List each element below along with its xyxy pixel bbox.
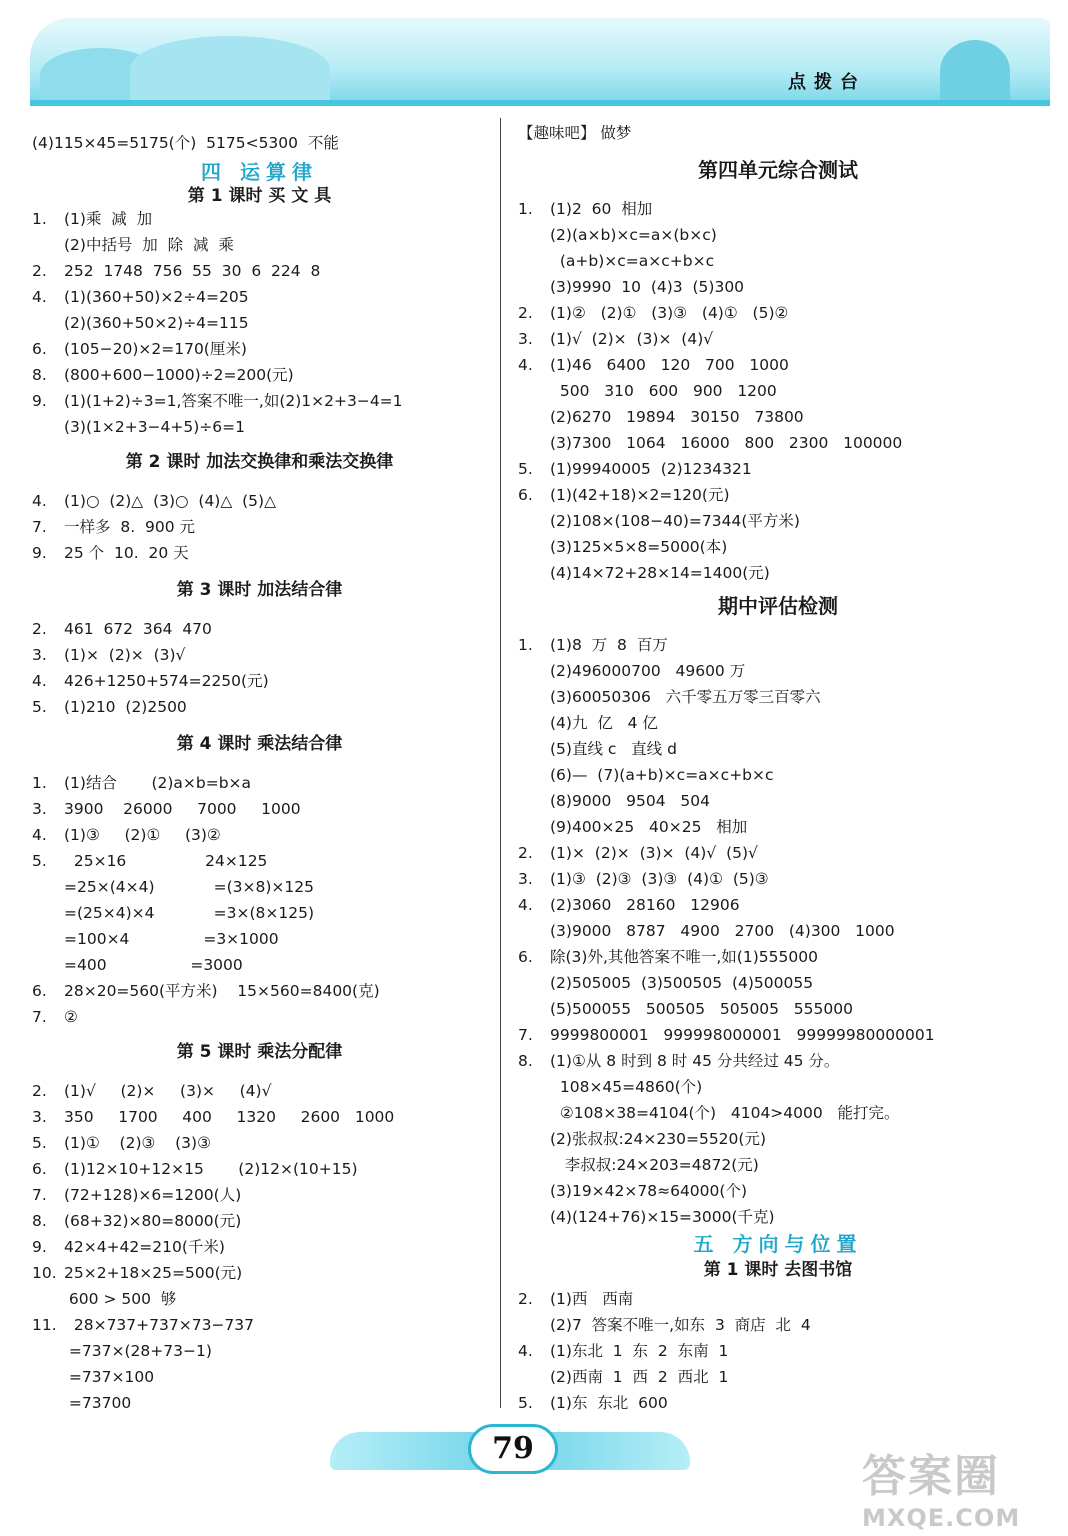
question-number: 4. <box>32 826 47 844</box>
answer-line <box>518 484 730 506</box>
answer-line <box>32 490 276 512</box>
answer-text: 461 672 364 470 <box>64 620 212 638</box>
question-number: 4. <box>518 1342 533 1360</box>
answer-line <box>550 920 895 942</box>
answer-line <box>550 1154 759 1176</box>
question-number: 3. <box>32 646 47 664</box>
answer-line <box>550 816 747 838</box>
question-number: 2. <box>518 304 533 322</box>
question-number: 7. <box>32 518 47 536</box>
answer-text: =73700 <box>64 1394 132 1412</box>
question-number: 5. <box>32 1134 47 1152</box>
answer-line <box>518 1050 839 1072</box>
question-number: 6. <box>518 486 533 504</box>
answer-text: (2)3060 28160 12906 <box>550 896 740 914</box>
question-number: 3. <box>32 800 47 818</box>
answer-line <box>32 1158 358 1180</box>
question-number: 5. <box>32 852 47 870</box>
answer-line <box>550 1314 811 1336</box>
lesson-heading: 第 1 课时 去图书馆 <box>703 1260 853 1280</box>
answer-text: (1)√ (2)× (3)× (4)√ <box>550 330 714 348</box>
lesson-heading: 第 4 课时 乘法结合律 <box>176 734 343 754</box>
question-number: 4. <box>32 288 47 306</box>
answer-text: =737×100 <box>64 1368 155 1386</box>
answer-line <box>518 894 740 916</box>
answer-text: 9999800001 999998000001 99999980000001 <box>550 1026 935 1044</box>
answer-text: 25×2+18×25=500(元) <box>64 1264 243 1282</box>
question-number: 9. <box>32 1238 47 1256</box>
answer-text: (6)— (7)(a+b)×c=a×c+b×c <box>550 766 774 784</box>
answer-line <box>518 122 631 144</box>
answer-text: (5)500055 500505 505005 555000 <box>550 1000 853 1018</box>
answer-text: (8)9000 9504 504 <box>550 792 710 810</box>
answer-line <box>550 972 813 994</box>
question-number: 4. <box>32 492 47 510</box>
page-number: 79 <box>468 1424 558 1474</box>
answer-line <box>550 250 714 272</box>
answer-text: 42×4+42=210(千米) <box>64 1238 225 1256</box>
answer-line <box>550 712 658 734</box>
answer-line <box>32 1210 241 1232</box>
answer-line <box>550 1180 747 1202</box>
answer-text: (1)① (2)③ (3)③ <box>64 1134 211 1152</box>
answer-line <box>32 850 267 872</box>
answer-line <box>550 276 744 298</box>
answer-line <box>64 416 245 438</box>
answer-line <box>550 1102 900 1124</box>
answer-text: (4)14×72+28×14=1400(元) <box>550 564 770 582</box>
question-number: 3. <box>518 330 533 348</box>
page-header <box>0 0 1068 112</box>
question-number: 10. <box>32 1264 57 1282</box>
answer-text: (2)(360+50×2)÷4=115 <box>64 314 249 332</box>
answer-line <box>64 234 234 256</box>
answer-text: (1)12×10+12×15 (2)12×(10+15) <box>64 1160 358 1178</box>
answer-line <box>32 798 301 820</box>
answer-line <box>32 260 320 282</box>
answer-text: (1)46 6400 120 700 1000 <box>550 356 789 374</box>
section-heading: 四 运算律 <box>201 160 318 184</box>
question-number: 1. <box>518 636 533 654</box>
answer-text: 600 > 500 够 <box>64 1290 177 1308</box>
question-number: 1. <box>32 774 47 792</box>
watermark <box>862 1440 1062 1530</box>
answer-text: 426+1250+574=2250(元) <box>64 672 269 690</box>
answer-line <box>550 1128 766 1150</box>
answer-line <box>64 954 243 976</box>
answer-text: 除(3)外,其他答案不唯一,如(1)555000 <box>550 948 818 966</box>
answer-line <box>32 1184 241 1206</box>
answer-text: (4)(124+76)×15=3000(千克) <box>550 1208 775 1226</box>
answer-text: 一样多 8. 900 元 <box>64 518 196 536</box>
answer-text: (72+128)×6=1200(人) <box>64 1186 242 1204</box>
answer-text: (1)2 60 相加 <box>550 200 653 218</box>
answer-text: =737×(28+73−1) <box>64 1342 212 1360</box>
answer-line <box>64 1340 212 1362</box>
answer-line <box>64 1392 131 1414</box>
answer-text: (1)西 西南 <box>550 1290 634 1308</box>
answer-text: (1)× (2)× (3)× (4)√ (5)√ <box>550 844 758 862</box>
lesson-heading: 第 5 课时 乘法分配律 <box>176 1042 343 1062</box>
answer-line <box>32 1006 78 1028</box>
answer-text: ② <box>64 1008 78 1026</box>
answer-line <box>64 312 249 334</box>
question-number: 5. <box>518 1394 533 1412</box>
answer-text: (105−20)×2=170(厘米) <box>64 340 247 358</box>
question-number: 2. <box>32 1082 47 1100</box>
answer-line <box>550 224 717 246</box>
question-number: 4. <box>32 672 47 690</box>
question-number: 2. <box>32 262 47 280</box>
answer-text: (1)(42+18)×2=120(元) <box>550 486 730 504</box>
answer-text: (1)√ (2)× (3)× (4)√ <box>64 1082 272 1100</box>
answer-line <box>550 790 710 812</box>
answer-text: =400 =3000 <box>64 956 243 974</box>
section-heading: 第四单元综合测试 <box>698 158 858 182</box>
answer-line <box>550 432 902 454</box>
answer-text: (1)③ (2)① (3)② <box>64 826 221 844</box>
answer-text: 【趣味吧】 做梦 <box>518 124 632 142</box>
answer-text: (3)19×42×78≈64000(个) <box>550 1182 747 1200</box>
question-number: 3. <box>32 1108 47 1126</box>
answer-text: (9)400×25 40×25 相加 <box>550 818 748 836</box>
answer-line <box>32 772 251 794</box>
answer-text: (1)99940005 (2)1234321 <box>550 460 752 478</box>
section-heading: 五 方向与位置 <box>693 1232 863 1256</box>
answer-line <box>32 364 294 386</box>
question-number: 4. <box>518 896 533 914</box>
question-number: 1. <box>518 200 533 218</box>
answer-line <box>518 198 652 220</box>
answer-line <box>32 824 221 846</box>
answer-line <box>32 1236 225 1258</box>
answer-line <box>550 562 770 584</box>
answer-line <box>32 286 249 308</box>
answer-text: (2)496000700 49600 万 <box>550 662 746 680</box>
answer-text: (3)9000 8787 4900 2700 (4)300 1000 <box>550 922 895 940</box>
question-number: 5. <box>518 460 533 478</box>
lesson-heading: 第 3 课时 加法结合律 <box>176 580 343 600</box>
answer-line <box>32 208 152 230</box>
section-heading: 期中评估检测 <box>718 594 838 618</box>
answer-line <box>64 1366 154 1388</box>
answer-text: 108×45=4860(个) <box>550 1078 703 1096</box>
answer-text: ②108×38=4104(个) 4104>4000 能打完。 <box>550 1104 900 1122</box>
answer-line <box>32 696 187 718</box>
answer-line <box>32 980 380 1002</box>
answer-line <box>518 634 668 656</box>
answer-line <box>32 516 195 538</box>
answer-line <box>32 1262 242 1284</box>
answer-line <box>518 1024 935 1046</box>
answer-text: 25 个 10. 20 天 <box>64 544 189 562</box>
answer-text: (1)② (2)① (3)③ (4)① (5)② <box>550 304 789 322</box>
answer-line <box>550 1206 775 1228</box>
lesson-heading: 第 1 课时 买 文 具 <box>187 186 332 206</box>
answer-text: (1)结合 (2)a×b=b×a <box>64 774 252 792</box>
answer-text: 28×737+737×73−737 <box>64 1316 255 1334</box>
answer-text: (2)(a×b)×c=a×(b×c) <box>550 226 717 244</box>
answer-line <box>550 998 853 1020</box>
question-number: 7. <box>518 1026 533 1044</box>
question-number: 7. <box>32 1008 47 1026</box>
answer-line <box>518 946 818 968</box>
question-number: 8. <box>518 1052 533 1070</box>
answer-text: (3)125×5×8=5000(本) <box>550 538 728 556</box>
answer-line <box>32 644 185 666</box>
answer-line <box>550 660 745 682</box>
question-number: 3. <box>518 870 533 888</box>
answer-line <box>550 686 821 708</box>
answer-text: (1)(1+2)÷3=1,答案不唯一,如(2)1×2+3−4=1 <box>64 392 403 410</box>
answer-line <box>64 1288 176 1310</box>
answer-text: (1)乘 减 加 <box>64 210 153 228</box>
answer-text: (1)①从 8 时到 8 时 45 分共经过 45 分。 <box>550 1052 840 1070</box>
answer-text: (1)210 (2)2500 <box>64 698 187 716</box>
question-number: 6. <box>32 340 47 358</box>
answer-text: (68+32)×80=8000(元) <box>64 1212 242 1230</box>
answer-text: (2)7 答案不唯一,如东 3 商店 北 4 <box>550 1316 811 1334</box>
question-number: 2. <box>32 620 47 638</box>
answer-line <box>32 1314 254 1336</box>
answer-line <box>550 738 677 760</box>
answer-text: (3)9990 10 (4)3 (5)300 <box>550 278 745 296</box>
answer-text: (1)东 东北 600 <box>550 1394 668 1412</box>
answer-text: =100×4 =3×1000 <box>64 930 279 948</box>
answer-line <box>518 458 752 480</box>
answer-line <box>550 510 800 532</box>
answer-text: 28×20=560(平方米) 15×560=8400(克) <box>64 982 380 1000</box>
question-number: 1. <box>32 210 47 228</box>
answer-line <box>32 1080 271 1102</box>
answer-text: =(25×4)×4 =3×(8×125) <box>64 904 314 922</box>
answer-text: 350 1700 400 1320 2600 1000 <box>64 1108 395 1126</box>
answer-text: =25×(4×4) =(3×8)×125 <box>64 878 314 896</box>
answer-text: 25×16 24×125 <box>64 852 268 870</box>
hill-decoration <box>130 36 330 102</box>
answer-line <box>518 1288 633 1310</box>
answer-line <box>550 406 804 428</box>
answer-line <box>518 842 758 864</box>
answer-text: (4)九 亿 4 亿 <box>550 714 658 732</box>
answer-text: (1)③ (2)③ (3)③ (4)① (5)③ <box>550 870 769 888</box>
answer-line <box>32 338 247 360</box>
question-number: 11. <box>32 1316 57 1334</box>
answer-line <box>32 670 269 692</box>
page-footer <box>330 1410 690 1480</box>
answer-line <box>550 1366 728 1388</box>
answer-text: (4)115×45=5175(个) 5175<5300 不能 <box>32 134 339 152</box>
answer-line <box>64 876 314 898</box>
answer-line <box>550 536 727 558</box>
answer-line <box>518 868 769 890</box>
answer-line <box>32 390 403 412</box>
answer-line <box>518 1340 728 1362</box>
question-number: 6. <box>32 982 47 1000</box>
watermark-logo-text: 答案圈 <box>862 1451 1000 1502</box>
question-number: 6. <box>518 948 533 966</box>
question-number: 2. <box>518 1290 533 1308</box>
answer-text: (5)直线 c 直线 d <box>550 740 677 758</box>
answer-line <box>518 328 713 350</box>
answer-text: (2)中括号 加 除 减 乘 <box>64 236 234 254</box>
header-title: 点拨台 <box>788 72 866 93</box>
question-number: 5. <box>32 698 47 716</box>
answer-text: 3900 26000 7000 1000 <box>64 800 301 818</box>
question-number: 8. <box>32 366 47 384</box>
answer-text: (1)8 万 8 百万 <box>550 636 668 654</box>
answer-text: (1)○ (2)△ (3)○ (4)△ (5)△ <box>64 492 277 510</box>
answer-line <box>550 1076 702 1098</box>
answer-text: (2)张叔叔:24×230=5520(元) <box>550 1130 767 1148</box>
tree-decoration <box>940 40 1010 102</box>
answer-line <box>64 902 314 924</box>
answer-text: 500 310 600 900 1200 <box>550 382 777 400</box>
question-number: 9. <box>32 544 47 562</box>
answer-text: (2)505005 (3)500505 (4)500055 <box>550 974 814 992</box>
answer-line <box>32 132 339 154</box>
answer-line <box>32 618 212 640</box>
question-number: 2. <box>518 844 533 862</box>
answer-text: (3)7300 1064 16000 800 2300 100000 <box>550 434 903 452</box>
answer-text: (2)西南 1 西 2 西北 1 <box>550 1368 729 1386</box>
answer-line <box>32 542 189 564</box>
answer-line <box>550 380 777 402</box>
answer-line <box>518 354 789 376</box>
answer-line <box>550 764 774 786</box>
watermark-url: MXQE.COM <box>862 1504 1021 1532</box>
question-number: 6. <box>32 1160 47 1178</box>
answer-text: (2)6270 19894 30150 73800 <box>550 408 804 426</box>
answer-text: (1)(360+50)×2÷4=205 <box>64 288 249 306</box>
answer-text: 252 1748 756 55 30 6 224 8 <box>64 262 321 280</box>
answer-text: (a+b)×c=a×c+b×c <box>550 252 715 270</box>
answer-text: (800+600−1000)÷2=200(元) <box>64 366 294 384</box>
answer-text: (1)× (2)× (3)√ <box>64 646 186 664</box>
answer-line <box>32 1132 211 1154</box>
answer-line <box>64 928 279 950</box>
lesson-heading: 第 2 课时 加法交换律和乘法交换律 <box>125 452 394 472</box>
answer-text: (2)108×(108−40)=7344(平方米) <box>550 512 800 530</box>
answer-text: (3)60050306 六千零五万零三百零六 <box>550 688 821 706</box>
question-number: 8. <box>32 1212 47 1230</box>
question-number: 9. <box>32 392 47 410</box>
answer-text: 李叔叔:24×203=4872(元) <box>550 1156 759 1174</box>
answer-line <box>32 1106 394 1128</box>
answer-line <box>518 302 788 324</box>
column-divider <box>500 118 501 1408</box>
answer-text: (3)(1×2+3−4+5)÷6=1 <box>64 418 246 436</box>
question-number: 7. <box>32 1186 47 1204</box>
answer-text: (1)东北 1 东 2 东南 1 <box>550 1342 729 1360</box>
header-rule <box>30 100 1050 106</box>
question-number: 4. <box>518 356 533 374</box>
